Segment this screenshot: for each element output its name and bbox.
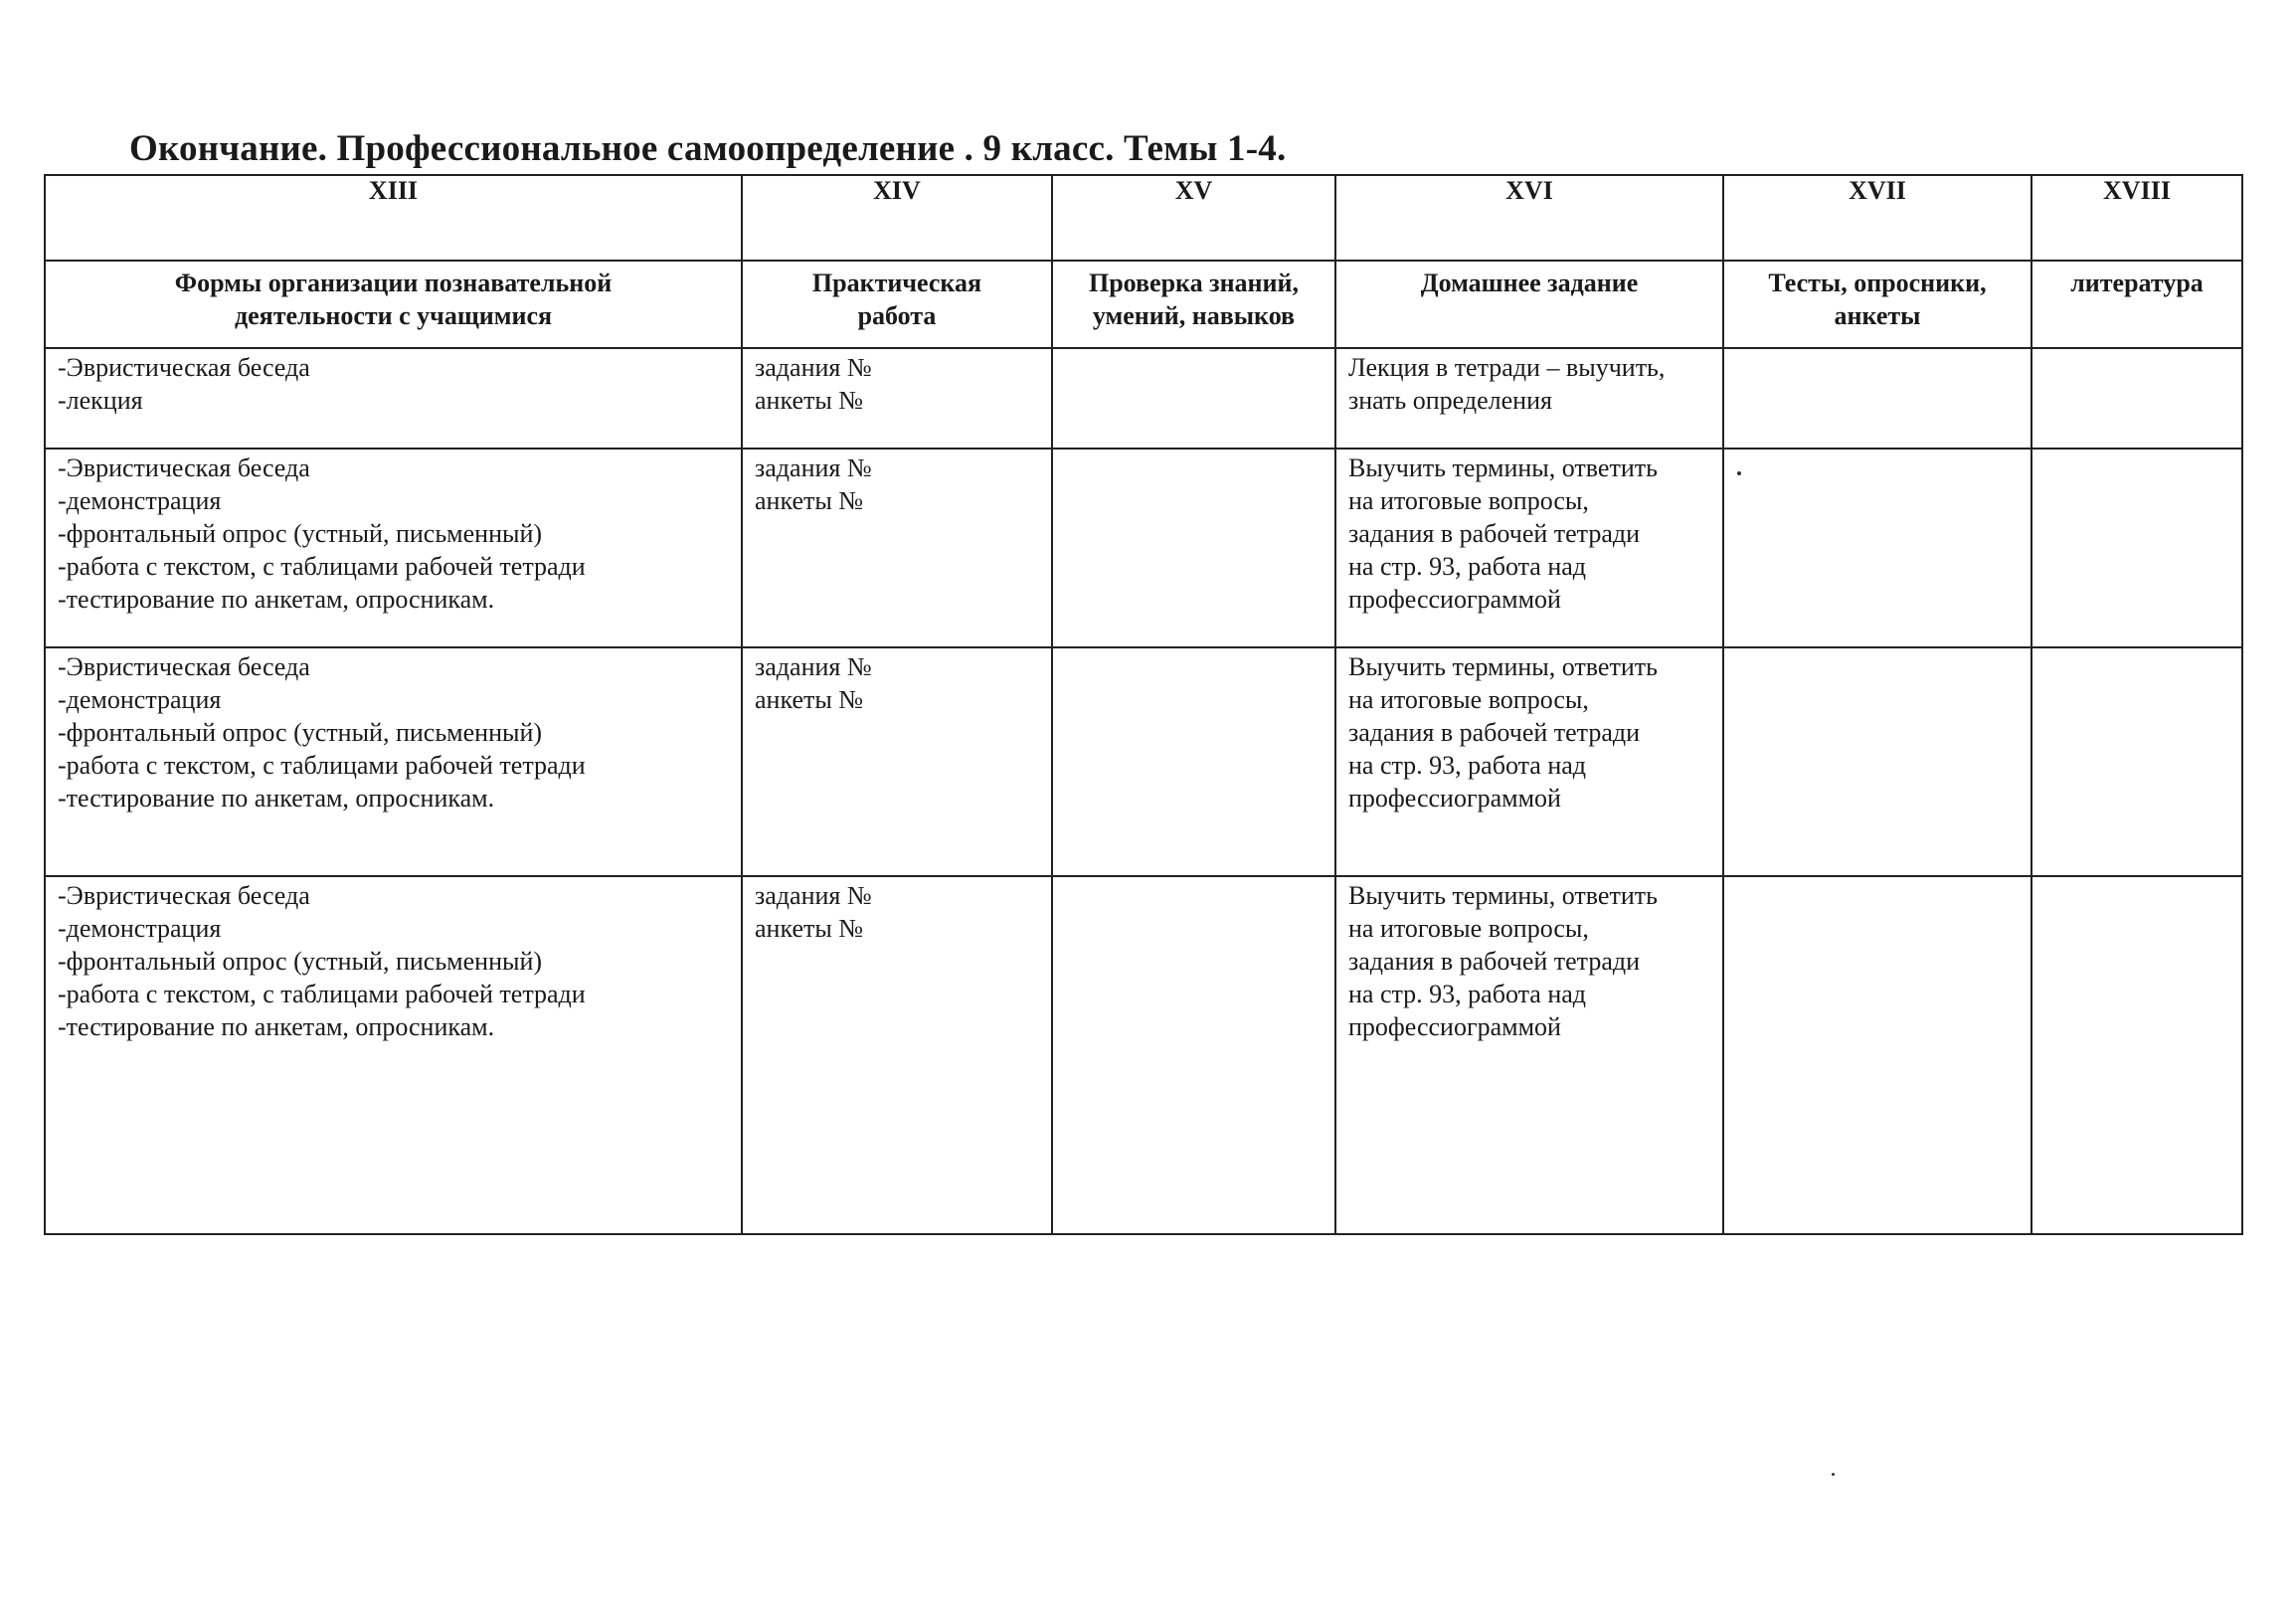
forms-cell bbox=[45, 348, 742, 449]
cell-line: задания № bbox=[755, 453, 872, 482]
tests-cell bbox=[1723, 876, 2031, 1234]
table-row bbox=[45, 876, 2242, 1234]
column-headers-row bbox=[45, 261, 2242, 348]
cell-line: -работа с текстом, с таблицами рабочей тетради bbox=[58, 751, 586, 780]
tests-cell bbox=[1723, 348, 2031, 449]
table-row bbox=[45, 348, 2242, 449]
column-numerals-row bbox=[45, 175, 2242, 261]
column-header bbox=[1723, 261, 2031, 348]
cell-line: задания № bbox=[755, 652, 872, 681]
forms-cell bbox=[45, 647, 742, 876]
cell-line: задания № bbox=[755, 353, 872, 382]
cell-line: задания № bbox=[755, 881, 872, 910]
literature-cell bbox=[2031, 876, 2242, 1234]
column-header bbox=[2031, 261, 2242, 348]
cell-line: Домашнее задание bbox=[1420, 269, 1639, 297]
homework-cell bbox=[1335, 876, 1723, 1234]
cell-line: -Эвристическая беседа bbox=[58, 453, 310, 482]
cell-line: умений, навыков bbox=[1092, 301, 1296, 330]
page-title: Окончание. Профессиональное самоопределение . 9 класс. Темы 1-4. bbox=[129, 128, 1287, 169]
cell-line: -демонстрация bbox=[58, 486, 222, 515]
practical-cell bbox=[742, 449, 1052, 647]
practical-cell bbox=[742, 348, 1052, 449]
cell-line: Формы организации познавательной bbox=[174, 269, 613, 297]
practical-cell bbox=[742, 647, 1052, 876]
column-header bbox=[742, 261, 1052, 348]
literature-cell bbox=[2031, 348, 2242, 449]
column-numeral: XV bbox=[1052, 175, 1335, 261]
cell-line: на итоговые вопросы, bbox=[1348, 685, 1589, 714]
cell-line: Выучить термины, ответить bbox=[1348, 453, 1658, 482]
column-numeral: XIII bbox=[45, 175, 742, 261]
cell-line: -тестирование по анкетам, опросникам. bbox=[58, 585, 495, 614]
cell-line: анкеты № bbox=[755, 386, 864, 415]
cell-line: анкеты bbox=[1834, 301, 1921, 330]
cell-line: анкеты № bbox=[755, 914, 864, 943]
cell-line: задания в рабочей тетради bbox=[1348, 519, 1641, 548]
cell-line: -лекция bbox=[58, 386, 143, 415]
cell-line: -фронтальный опрос (устный, письменный) bbox=[58, 718, 543, 747]
cell-line: знать определения bbox=[1348, 386, 1552, 415]
cell-line: профессиограммой bbox=[1348, 585, 1561, 614]
cell-line: на стр. 93, работа над bbox=[1348, 980, 1587, 1008]
homework-cell bbox=[1335, 647, 1723, 876]
practical-cell bbox=[742, 876, 1052, 1234]
tests-cell bbox=[1723, 449, 2031, 647]
column-header bbox=[1335, 261, 1723, 348]
forms-cell bbox=[45, 876, 742, 1234]
cell-line: на итоговые вопросы, bbox=[1348, 914, 1589, 943]
cell-line: -тестирование по анкетам, опросникам. bbox=[58, 1012, 495, 1041]
column-numeral: XVI bbox=[1335, 175, 1723, 261]
cell-line: Тесты, опросники, bbox=[1768, 269, 1987, 297]
tests-cell bbox=[1723, 647, 2031, 876]
literature-cell bbox=[2031, 449, 2242, 647]
homework-cell bbox=[1335, 449, 1723, 647]
cell-line: -фронтальный опрос (устный, письменный) bbox=[58, 947, 543, 976]
cell-line: -Эвристическая беседа bbox=[58, 353, 310, 382]
literature-cell bbox=[2031, 647, 2242, 876]
cell-line: -демонстрация bbox=[58, 685, 222, 714]
cell-line: -Эвристическая беседа bbox=[58, 652, 310, 681]
cell-line: -работа с текстом, с таблицами рабочей тетради bbox=[58, 552, 586, 581]
column-header bbox=[1052, 261, 1335, 348]
cell-line: -работа с текстом, с таблицами рабочей тетради bbox=[58, 980, 586, 1008]
cell-line: Выучить термины, ответить bbox=[1348, 881, 1658, 910]
cell-line: профессиограммой bbox=[1348, 784, 1561, 812]
cell-line: задания в рабочей тетради bbox=[1348, 947, 1641, 976]
column-numeral: XIV bbox=[742, 175, 1052, 261]
homework-cell bbox=[1335, 348, 1723, 449]
lesson-plan-table bbox=[44, 174, 2243, 1235]
check-cell bbox=[1052, 449, 1335, 647]
table-row bbox=[45, 449, 2242, 647]
column-numeral: XVII bbox=[1723, 175, 2031, 261]
table-row bbox=[45, 647, 2242, 876]
check-cell bbox=[1052, 348, 1335, 449]
forms-cell bbox=[45, 449, 742, 647]
stray-mark bbox=[1737, 471, 1741, 475]
cell-line: на стр. 93, работа над bbox=[1348, 751, 1587, 780]
cell-line: профессиограммой bbox=[1348, 1012, 1561, 1041]
check-cell bbox=[1052, 876, 1335, 1234]
cell-line: Лекция в тетради – выучить, bbox=[1348, 353, 1666, 382]
cell-line: деятельности с учащимися bbox=[234, 301, 553, 330]
cell-line: литература bbox=[2070, 269, 2204, 297]
cell-line: на итоговые вопросы, bbox=[1348, 486, 1589, 515]
cell-line: работа bbox=[857, 301, 937, 330]
cell-line: анкеты № bbox=[755, 486, 864, 515]
cell-line: задания в рабочей тетради bbox=[1348, 718, 1641, 747]
cell-line: на стр. 93, работа над bbox=[1348, 552, 1587, 581]
cell-line: -тестирование по анкетам, опросникам. bbox=[58, 784, 495, 812]
cell-line: Проверка знаний, bbox=[1088, 269, 1300, 297]
column-header bbox=[45, 261, 742, 348]
column-numeral: XVIII bbox=[2031, 175, 2242, 261]
cell-line: -Эвристическая беседа bbox=[58, 881, 310, 910]
check-cell bbox=[1052, 647, 1335, 876]
cell-line: Выучить термины, ответить bbox=[1348, 652, 1658, 681]
cell-line: -демонстрация bbox=[58, 914, 222, 943]
stray-mark bbox=[1832, 1473, 1835, 1476]
cell-line: -фронтальный опрос (устный, письменный) bbox=[58, 519, 543, 548]
cell-line: Практическая bbox=[811, 269, 982, 297]
cell-line: анкеты № bbox=[755, 685, 864, 714]
